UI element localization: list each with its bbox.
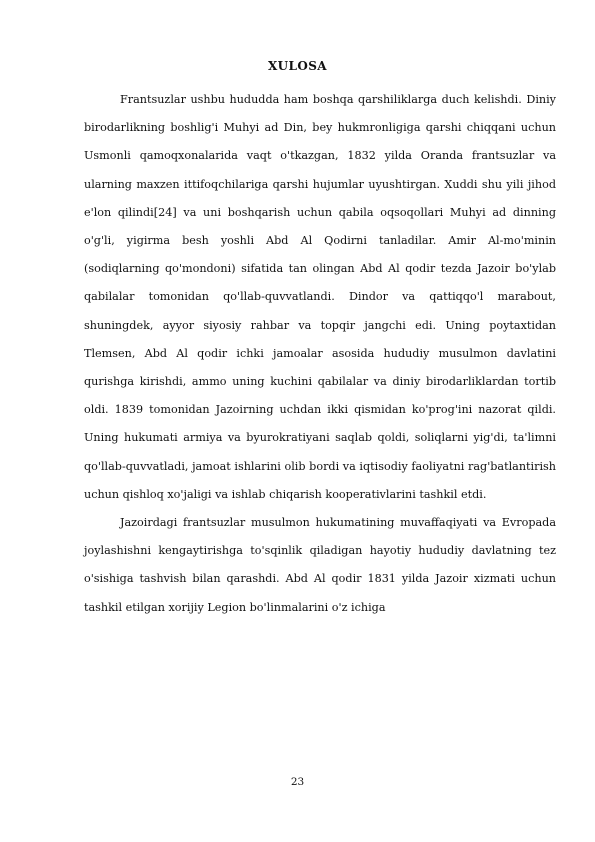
body-text bbox=[84, 86, 556, 622]
paragraph-1: Frantsuzlar ushbu hududda ham boshqa qarshiliklarga duch kelishdi. Diniy birodarlikning boshlig'i Muhyi ad Din, bey hukmronligiga qarshi chiqqani uchun Usmonli qamoqxonalarida vaqt o'tkazgan, 1832 yilda Oranda frantsuzlar va ularning maxzen ittifoqchilariga qarshi hujumlar uyushtirgan. Xuddi shu yili jihod e'lon qilindi[24] va uni boshqarish uchun qabila oqsoqollari Muhyi ad dinning o'g'li, yigirma besh yoshli Abd Al Qodirni tanladilar. Amir Al-mo'minin (sodiqlarning qo'mondoni) sifatida tan olingan Abd Al qodir tezda Jazoir bo'ylab qabilalar tomonidan qo'llab-quvvatlandi. Dindor va qattiqqo'l marabout, shuningdek, ayyor siyosiy rahbar va topqir jangchi edi. Uning poytaxtidan Tlemsen, Abd Al qodir ichki jamoalar asosida hududiy musulmon davlatini qurishga kirishdi, ammo uning kuchini qabilalar va diniy birodarliklardan tortib oldi. 1839 tomonidan Jazoirning uchdan ikki qismidan ko'prog'ini nazorat qildi. Uning hukumati armiya va byurokratiyani saqlab qoldi, soliqlarni yig'di, ta'limni qo'llab-quvvatladi, jamoat ishlarini olib bordi va iqtisodiy faoliyatni rag'batlantirish uchun qishloq xo'jaligi va ishlab chiqarish kooperativlarini tashkil etdi. bbox=[84, 93, 556, 501]
paragraph-2: Jazoirdagi frantsuzlar musulmon hukumatining muvaffaqiyati va Evropada joylashishni kengaytirishga to'sqinlik qiladigan hayotiy hududiy davlatning tez o'sishiga tashvish bilan qarashdi. Abd Al qodir 1831 yilda Jazoir xizmati uchun tashkil etilgan xorijiy Legion bo'linmalarini o'z ichiga bbox=[84, 516, 556, 614]
section-heading: XULOSA bbox=[267, 59, 328, 73]
page-number: 23 bbox=[290, 776, 305, 788]
